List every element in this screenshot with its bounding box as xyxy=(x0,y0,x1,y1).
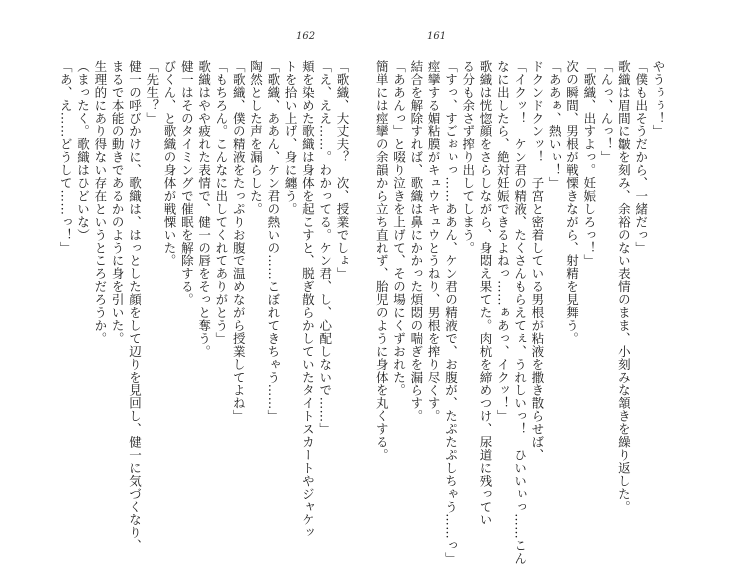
text-line: 「すっ、すごぉぃっ……ああん、ケン君の精液で、お腹が、たぷたぷしちゃう……っ」 xyxy=(443,60,459,565)
text-line: なに出したら、絶対妊娠できるよねっ……ぁあっ、イクッ！」 xyxy=(495,60,511,423)
text-line: 「ああぁ、熱いぃ！」 xyxy=(547,60,563,190)
page-text-left xyxy=(57,60,351,553)
text-line: 頬を染めた歌織は身体を起こすと、脱ぎ散らかしていたタイトスカートやジャケッ xyxy=(300,60,316,540)
text-line: 健一はそのタイミングで催眠を解除する。 xyxy=(179,60,195,307)
text-line: 「先生？」 xyxy=(144,60,160,125)
text-line: 「歌織、僕の精液をたっぷりお腹で温めながら授業してよね」 xyxy=(231,60,247,423)
text-line: 「僕も出そうだから、一緒だっ」 xyxy=(633,60,649,255)
text-line: 「あ、え……どうして……っ！」 xyxy=(58,60,74,255)
text-line: 次の瞬間、男根が戦慄きながら、射精を見舞う。 xyxy=(564,60,580,345)
text-line: 「歌織、出すよっ。妊娠しろっ！」 xyxy=(581,60,597,268)
page-number-right: 161 xyxy=(427,31,447,42)
text-line: 歌織は恍惚顔をさらしながら、身悶え果てた。肉杭を締めつけ、尿道に残ってい xyxy=(478,60,494,527)
text-line: （まったく。歌織はひどいな） xyxy=(75,60,91,242)
text-line: 歌織はやや疲れた表情で、健一の唇をそっと奪う。 xyxy=(196,60,212,358)
text-line: 痙攣する媚粘膜がキュウキュウとうねり、男根を搾り尽くす。 xyxy=(426,60,442,423)
text-line: 歌織は眉間に皺を刻み、余裕のない表情のまま、小刻みな頷きを繰り返した。 xyxy=(616,60,632,514)
text-line: びくん、と歌織の身体が戦慄いた。 xyxy=(162,60,178,268)
text-line: 「歌織、ああん、ケン君の熱いの……こぼれてきちゃう……」 xyxy=(265,60,281,423)
text-line: 簡単には痙攣の余韻から立ち直れず、胎児のように身体を丸くする。 xyxy=(374,60,390,462)
text-line: 健一の呼びかけに、歌織は、はっとした顔をして辺りを見回し、健一に気づくなり、 xyxy=(127,60,143,553)
text-line: 生理的にあり得ない存在というところだろうか。 xyxy=(92,60,108,345)
text-line: る分も余さず搾り出してしまう。 xyxy=(460,60,476,255)
page-number-left: 162 xyxy=(296,31,316,42)
text-line: 陶然とした声を漏らした。 xyxy=(248,60,264,216)
text-line: まるで本能の動きであるかのように身を引いた。 xyxy=(110,60,126,345)
text-line: 「え、ええ……。わかってる。ケン君、し、心配しないで……」 xyxy=(317,60,333,436)
text-line: ドクンドクンッ！ 子宮と密着している男根が粘液を撒き散らせば、 xyxy=(529,60,545,462)
text-line: 「歌織、大丈夫？ 次、授業でしょ」 xyxy=(335,60,350,281)
text-line: 「んっ、んっ！」 xyxy=(599,60,615,164)
text-line: トを拾い上げ、身に纏う。 xyxy=(283,60,299,216)
text-line: 「もちろん。こんなに出してくれてありがとう」 xyxy=(213,60,229,345)
text-line: 「ああんっ」と啜り泣きを上げて、その場にくずおれた。 xyxy=(391,60,407,397)
page-text-right xyxy=(373,60,667,565)
text-line: 「イクッ！ ケン君の精液、たくさんもらえてぇ、うれしいっ！ ひいいぃっ……こん xyxy=(512,60,528,565)
text-line: 結合を解除すれば、歌織は鼻にかかった煩悶の喘ぎを漏らす。 xyxy=(408,60,424,423)
text-line: やうぅぅ！」 xyxy=(651,60,666,138)
